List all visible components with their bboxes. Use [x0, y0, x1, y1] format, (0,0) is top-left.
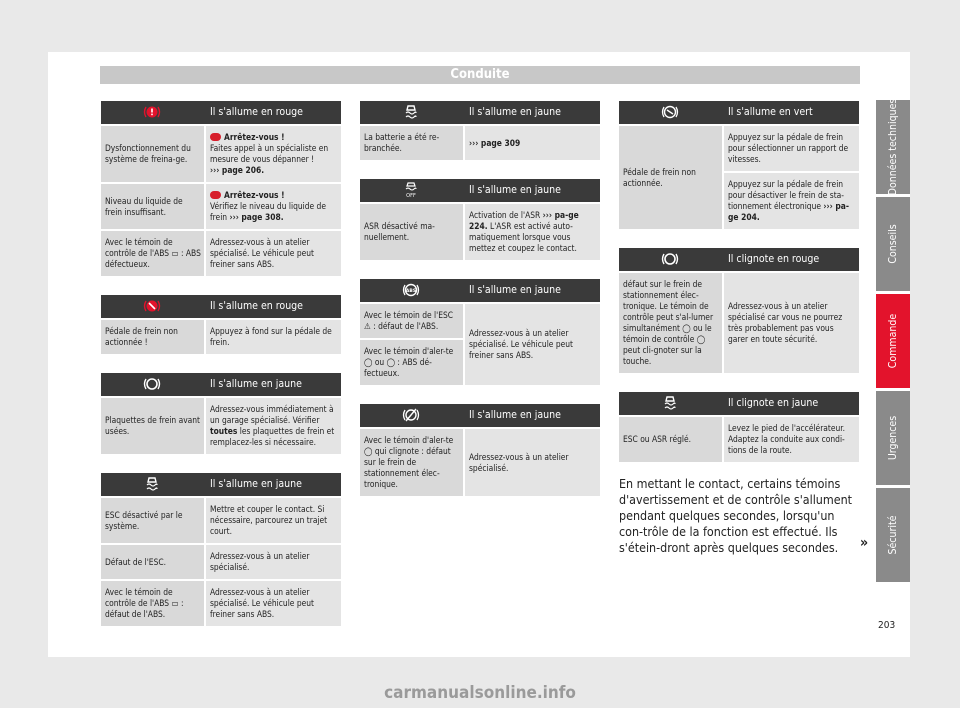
column-3: [619, 101, 859, 481]
table-row: [101, 498, 341, 543]
brake-icon: [143, 298, 161, 314]
action-text: Appuyez sur la pédale de frein pour désactiver le frein de sta-tionnement électronique: [728, 179, 845, 211]
block-title: Il s'allume en rouge: [210, 106, 303, 118]
page-ref-link[interactable]: ››› page 309: [469, 137, 521, 148]
brake-pads-icon: [143, 376, 161, 392]
tyre-pressure-icon: [402, 407, 420, 423]
condition-cell: La batterie a été re-branchée.: [360, 126, 463, 160]
tab-label: Sécurité: [887, 515, 899, 555]
parking-brake-icon: [661, 251, 679, 267]
condition-cell: Pédale de frein non actionnée.: [619, 126, 722, 229]
block-title: Il s'allume en jaune: [469, 284, 561, 296]
condition-cell: Plaquettes de frein avant usées.: [101, 398, 204, 454]
condition-stack: [360, 304, 463, 385]
tab-label: Conseils: [887, 224, 899, 264]
section-header: Conduite: [100, 66, 860, 84]
condition-cell: ESC désactivé par le système.: [101, 498, 204, 543]
block-title: Il s'allume en vert: [728, 106, 813, 118]
esc-icon: [143, 476, 161, 492]
parking-brake-yellow-block: [360, 404, 600, 496]
table-row: [619, 126, 859, 229]
block-title: Il s'allume en jaune: [469, 106, 561, 118]
condition-cell: ASR désactivé ma-nuellement.: [360, 204, 463, 260]
tab-label: Données techniques: [887, 98, 899, 196]
esc-off-icon: [402, 182, 420, 198]
action-cell: Mettre et couper le contact. Si nécessaire, parcourez un trajet court.: [206, 498, 341, 543]
asr-yellow-block: [360, 179, 600, 260]
watermark: carmanualsonline.info: [384, 683, 576, 703]
table-row: [619, 273, 859, 373]
page-number: 203: [878, 620, 896, 631]
block-title: Il s'allume en rouge: [210, 300, 303, 312]
action-text: Activation de l'ASR: [469, 210, 541, 220]
parking-brake-red-block: [619, 248, 859, 373]
action-cell: [724, 173, 859, 229]
stop-icon: [210, 133, 221, 141]
stop-label: Arrêtez-vous !: [224, 190, 285, 200]
table-row: [101, 126, 341, 182]
condition-cell: Avec le témoin de contrôle de l'ABS ▭ : ABS défectueux.: [101, 231, 204, 276]
condition-cell: ESC ou ASR réglé.: [619, 417, 722, 462]
action-cell: [465, 204, 600, 260]
block-title: Il s'allume en jaune: [469, 409, 561, 421]
tab-conseils[interactable]: [876, 197, 910, 291]
condition-cell: Avec le témoin de l'ESC ⚠ : défaut de l'ABS.: [360, 304, 463, 338]
block-title: Il s'allume en jaune: [210, 378, 302, 390]
block-title: Il clignote en rouge: [728, 253, 820, 265]
page-ref-link[interactable]: ››› pa-ge 224.: [469, 210, 579, 231]
action-cell: [206, 126, 341, 182]
esc-flashing-yellow-block: [619, 392, 859, 462]
table-row: [360, 429, 600, 496]
condition-cell: défaut sur le frein de stationnement élec-tronique. Le témoin de contrôle peut s'al-lumer simultanément ◯ ou le témoin de contrôle ◯ peut cli-gnoter sur la touche.: [619, 273, 722, 373]
action-text: Faites appel à un spécialiste en mesure de vous dépanner !: [210, 143, 329, 164]
action-cell: [206, 184, 341, 229]
stop-label: Arrêtez-vous !: [224, 132, 285, 142]
tab-donnees-techniques[interactable]: [876, 100, 910, 194]
page-ref-link[interactable]: ››› page 206.: [210, 165, 265, 175]
brake-warning-icon: [143, 104, 161, 120]
table-row: [101, 184, 341, 229]
condition-cell: Niveau du liquide de frein insuffisant.: [101, 184, 204, 229]
emphasis-text: toutes: [210, 426, 238, 436]
battery-yellow-block: [360, 101, 600, 160]
action-cell: Adressez-vous à un atelier spécialisé car vous ne pourrez très probablement pas vous garer en toute sécurité.: [724, 273, 859, 373]
stop-icon: [210, 191, 221, 199]
action-cell: Adressez-vous à un atelier spécialisé. Le véhicule peut freiner sans ABS.: [206, 581, 341, 626]
abs-icon: [402, 282, 420, 298]
table-row: [619, 417, 859, 462]
action-cell: Adressez-vous à un atelier spécialisé. Le véhicule peut freiner sans ABS.: [465, 304, 600, 385]
abs-yellow-block: [360, 279, 600, 385]
block-title: Il s'allume en jaune: [469, 184, 561, 196]
action-cell: Appuyez à fond sur la pédale de frein.: [206, 320, 341, 354]
esc-yellow-block: [101, 473, 341, 626]
brake-pedal-green-block: [619, 101, 859, 229]
action-cell: Levez le pied de l'accélérateur. Adaptez la conduite aux condi-tions de la route.: [724, 417, 859, 462]
action-cell: Appuyez sur la pédale de frein pour sélectionner un rapport de vitesses.: [724, 126, 859, 171]
action-text: les plaquettes de frein et remplacez-les si nécessaire.: [210, 426, 335, 447]
column-1: [101, 101, 341, 645]
page-ref-link[interactable]: ››› pa-ge 204.: [728, 201, 849, 222]
table-row: [101, 231, 341, 276]
condition-cell: Défaut de l'ESC.: [101, 545, 204, 579]
action-text: L'ASR est activé auto-matiquement lorsque vous mettez et coupez le contact.: [469, 221, 577, 253]
brake-fault-red-block: [101, 101, 341, 276]
tab-urgences[interactable]: [876, 391, 910, 485]
table-row: [101, 545, 341, 579]
column-2: [360, 101, 600, 515]
esc-icon: [661, 395, 679, 411]
tab-securite[interactable]: [876, 488, 910, 582]
tab-commande[interactable]: [876, 294, 910, 388]
foot-brake-icon: [661, 104, 679, 120]
condition-cell: Avec le témoin d'aler-te ◯ ou ◯ : ABS dé-fectueux.: [360, 340, 463, 385]
condition-cell: Avec le témoin de contrôle de l'ABS ▭ : défaut de l'ABS.: [101, 581, 204, 626]
action-text: Vérifiez le niveau du liquide de frein: [210, 201, 326, 222]
action-stack: [724, 126, 859, 229]
table-row: [360, 304, 600, 385]
continue-icon: »: [860, 535, 869, 551]
table-row: [360, 204, 600, 260]
tab-label: Commande: [887, 313, 899, 369]
page-ref-link[interactable]: ››› page 308.: [229, 212, 284, 222]
brake-pedal-red-block: [101, 295, 341, 354]
condition-cell: Avec le témoin d'aler-te ◯ qui clignote : défaut sur le frein de stationnement élec-tronique.: [360, 429, 463, 496]
action-text: Adressez-vous immédiatement à un garage spécialisé. Vérifier: [210, 404, 334, 425]
tab-label: Urgences: [887, 415, 899, 461]
action-cell: Adressez-vous à un atelier spécialisé.: [465, 429, 600, 496]
action-cell: [206, 398, 341, 454]
svg-text:OFF: OFF: [406, 193, 416, 198]
svg-text:ABS: ABS: [405, 289, 417, 294]
action-cell: Adressez-vous à un atelier spécialisé. Le véhicule peut freiner sans ABS.: [206, 231, 341, 276]
table-row: [101, 398, 341, 454]
block-title: Il s'allume en jaune: [210, 478, 302, 490]
condition-cell: Pédale de frein non actionnée !: [101, 320, 204, 354]
action-cell: Adressez-vous à un atelier spécialisé.: [206, 545, 341, 579]
table-row: [360, 126, 600, 160]
condition-cell: Dysfonctionnement du système de freina-ge.: [101, 126, 204, 182]
block-title: Il clignote en jaune: [728, 397, 819, 409]
table-row: [101, 581, 341, 626]
esc-icon: [402, 104, 420, 120]
body-paragraph: En mettant le contact, certains témoins d'avertissement et de contrôle s'allument pendant quelques secondes, lorsqu'un con-trôle de la fonction est effectué. Ils s'étein-dront après quelques secondes.: [619, 476, 853, 555]
brake-pads-yellow-block: [101, 373, 341, 454]
action-cell: [465, 126, 600, 160]
table-row: [101, 320, 341, 354]
